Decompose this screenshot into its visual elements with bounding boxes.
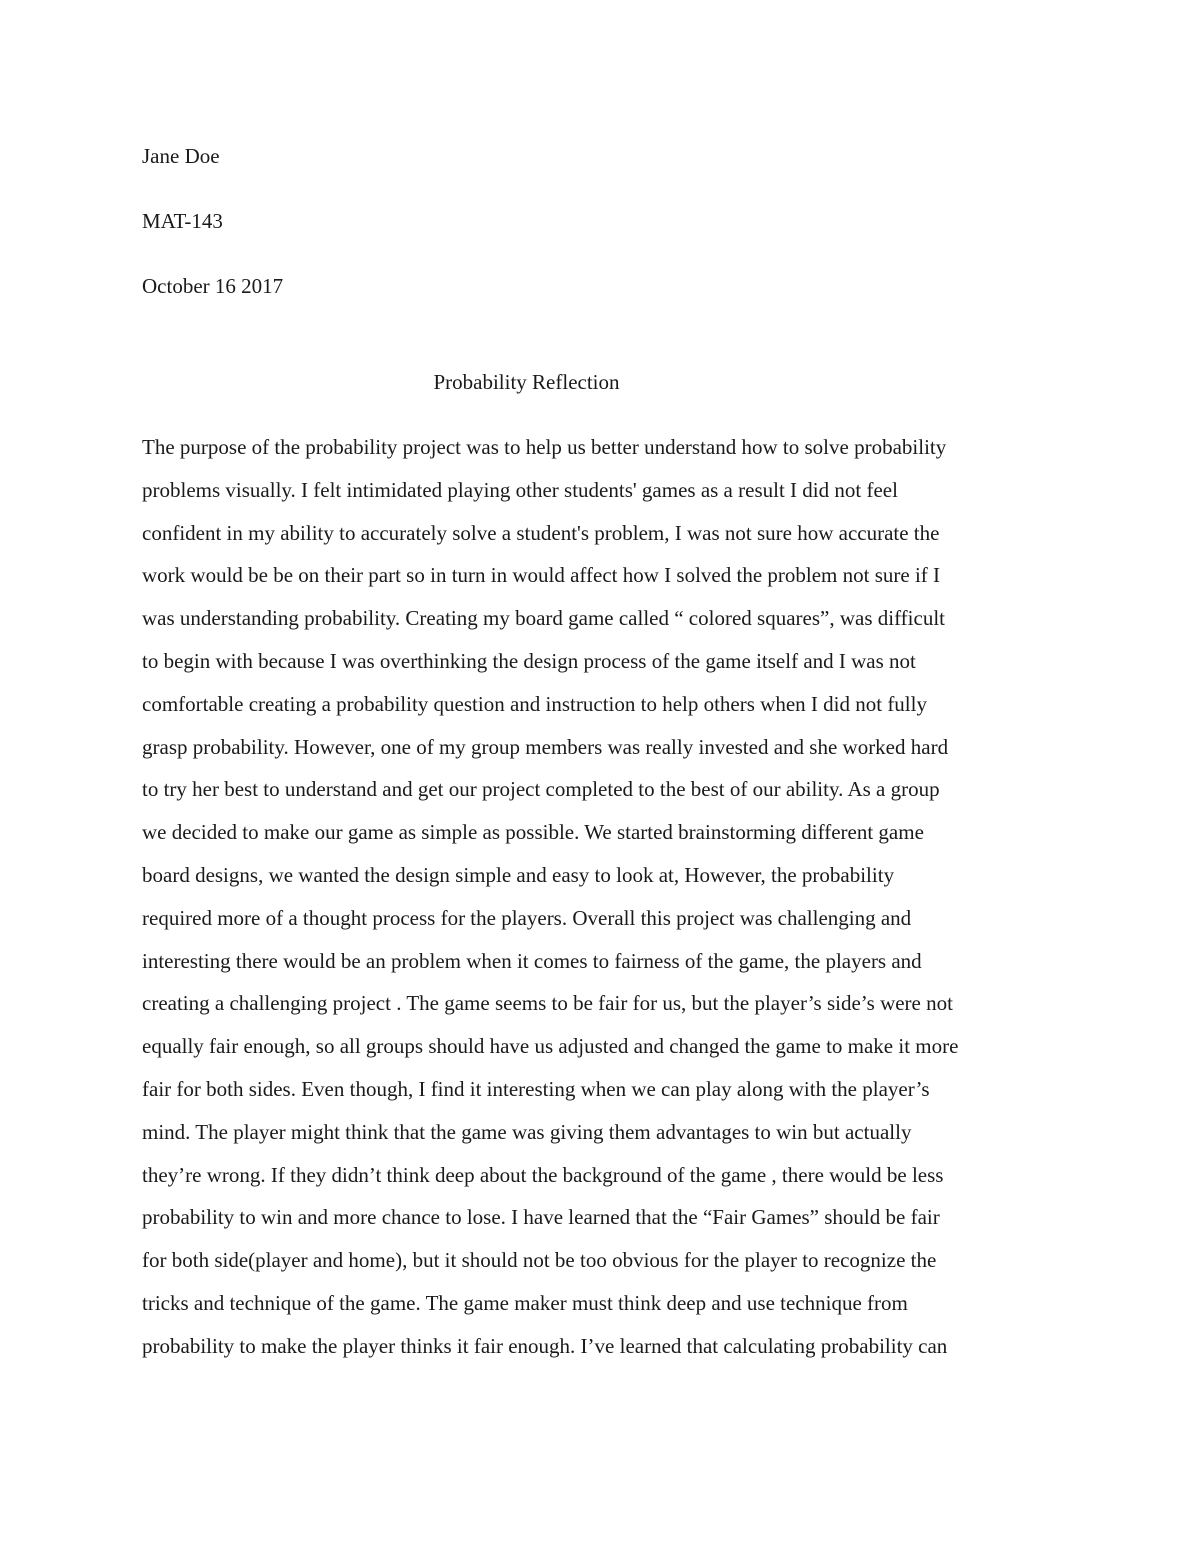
body-line: we decided to make our game as simple as possible. We started brainstorming different game [142,820,924,845]
body-line: they’re wrong. If they didn’t think deep about the background of the game , there would be less [142,1162,944,1187]
body-line: creating a challenging project . The game seems to be fair for us, but the player’s side’s were not [142,991,953,1016]
document-title: Probability Reflection [433,370,620,394]
body-line: probability to make the player thinks it fair enough. I’ve learned that calculating probability can [142,1333,948,1358]
body-line: board designs, we wanted the design simple and easy to look at, However, the probability [142,862,895,887]
body-line: to begin with because I was overthinking the design process of the game itself and I was not [142,648,916,673]
course-code: MAT-143 [142,209,223,233]
body-line: fair for both sides. Even though, I find it interesting when we can play along with the player’s [142,1076,930,1101]
body-line: comfortable creating a probability question and instruction to help others when I did not fully [142,691,927,716]
document-date: October 16 2017 [142,274,284,298]
body-line: equally fair enough, so all groups should have us adjusted and changed the game to make it more [142,1034,959,1059]
body-line: was understanding probability. Creating my board game called “ colored squares”, was difficult [142,606,946,631]
body-line: grasp probability. However, one of my group members was really invested and she worked hard [142,734,949,759]
author-name: Jane Doe [142,144,220,168]
body-line: The purpose of the probability project was to help us better understand how to solve probability [142,435,947,459]
body-line: probability to win and more chance to lose. I have learned that the “Fair Games” should be fair [142,1205,940,1230]
body-line: for both side(player and home), but it should not be too obvious for the player to recognize the [142,1248,937,1273]
body-line: problems visually. I felt intimidated playing other students' games as a result I did not feel [142,477,898,502]
body-line: confident in my ability to accurately solve a student's problem, I was not sure how accurate the [142,520,940,545]
body-paragraph [142,433,1072,1375]
body-line: mind. The player might think that the game was giving them advantages to win but actually [142,1119,912,1144]
body-line: to try her best to understand and get our project completed to the best of our ability. As a group [142,777,940,802]
body-line: interesting there would be an problem when it comes to fairness of the game, the players and [142,948,922,973]
body-line: tricks and technique of the game. The game maker must think deep and use technique from [142,1290,908,1315]
body-line: work would be be on their part so in turn in would affect how I solved the problem not sure if I [142,563,941,588]
body-line: required more of a thought process for the players. Overall this project was challenging and [142,905,912,930]
